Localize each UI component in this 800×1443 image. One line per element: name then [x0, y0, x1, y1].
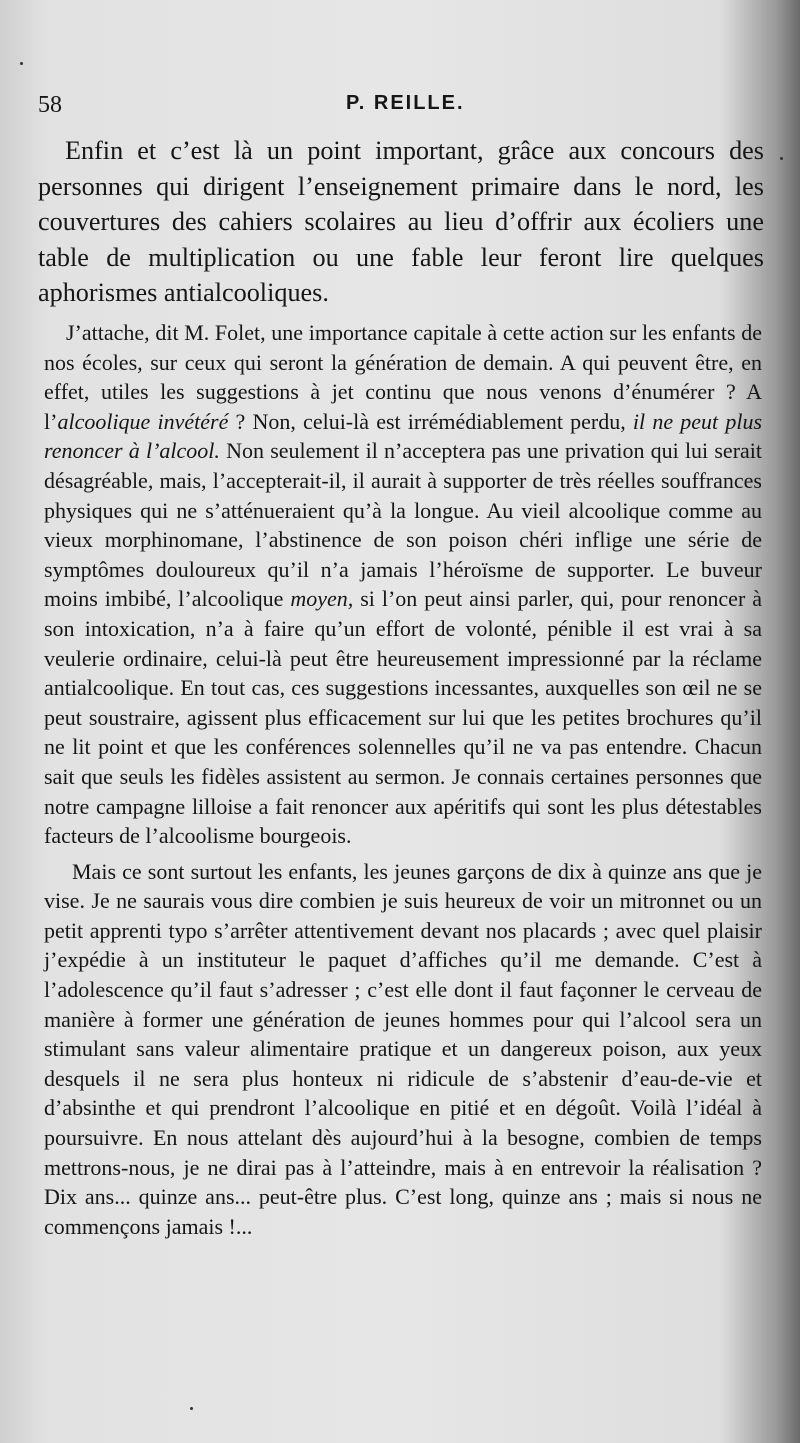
- running-head: P. REILLE.: [346, 92, 465, 114]
- quote-text: ? Non, celui-là est irrémédiablement perdu,: [228, 408, 633, 434]
- print-speck: [190, 1407, 193, 1410]
- quote-text: Non seulement il n’acceptera pas une privation qui lui serait désagréable, mais, l’accepterait-il, il aurait à supporter de très réelles souffrances physiques qui ne s’atténueraient qu’à la longue. Au vieil alcoolique comme au vieux morphinomane, l’abstinence de son poison chéri inflige une série de symptômes douloureux qu’il n’a jamais l’héroïsme de supporter. Le buveur moins imbibé, l’alcoolique: [44, 438, 763, 612]
- quote-paragraph-2: Mais ce sont surtout les enfants, les jeunes garçons de dix à quinze ans que je vise. Je ne saurais vous dire combien je suis heureux de voir un mitronnet ou un petit apprenti typo s’arrêter attentivement devant nos placards ; avec quel plaisir j’expédie à un instituteur le paquet d’affiches qu’il me demande. C’est à l’adolescence qu’il faut s’adresser ; c’est elle dont il faut façonner le cerveau de manière à former une génération de jeunes hommes pour qui l’alcool sera un stimulant sans valeur alimentaire pratique et un dangereux poison, aux yeux desquels il ne sera plus honteux ni ridicule de s’abstenir d’eau-de-vie et d’absinthe et qui prendront l’alcoolique en pitié et en dégoût. Voilà l’idéal à poursuivre. En nous attelant dès aujourd’hui à la besogne, combien de temps mettrons-nous, je ne dirai pas à l’atteindre, mais à en entrevoir la réalisation ? Dix ans... quinze ans... peut-être plus. C’est long, quinze ans ; mais si nous ne commençons jamais !...: [44, 858, 762, 1239]
- print-speck: [780, 157, 783, 160]
- quote-italic: moyen,: [290, 586, 354, 612]
- page-header: [38, 92, 760, 126]
- quoted-text: [44, 318, 762, 1241]
- quote-italic: il ne peut plus renoncer à l’alcool.: [44, 408, 763, 464]
- lead-paragraph-text: Enfin et c’est là un point important, grâce aux concours des personnes qui dirigent l’enseignement primaire dans le nord, les couvertures des cahiers scolaires au lieu d’offrir aux écoliers une table de multiplication ou une fable leur feront lire quelques aphorismes antialcooliques.: [38, 136, 764, 307]
- quote-paragraph-1: [44, 318, 762, 851]
- lead-paragraph: [38, 133, 764, 311]
- quote-italic: alcoolique invétéré: [57, 408, 229, 434]
- page-number: 58: [38, 92, 62, 118]
- print-speck: [20, 62, 23, 65]
- quote-text: J’attache, dit M. Folet, une importance capitale à cette action sur les enfants de nos écoles, sur ceux qui seront la génération de demain. A qui peuvent être, en effet, utiles les suggestions à jet continu que nous venons d’énumérer ? A l’: [44, 320, 762, 434]
- quote-text: si l’on peut ainsi parler, qui, pour renoncer à son intoxication, n’a à faire qu’un effort de volonté, pénible il est vrai à sa veulerie ordinaire, celui-là peut être heureusement impressionné par la réclame antialcoolique. En tout cas, ces suggestions incessantes, auxquelles son œil ne se peut soustraire, agissent plus efficacement sur lui que les petites brochures qu’il ne lit point et que les conférences solennelles qu’il ne va pas entendre. Chacun sait que seuls les fidèles assistent au sermon. Je connais certaines personnes que notre campagne lilloise a fait renoncer aux apéritifs qui sont les plus détestables facteurs de l’alcoolisme bourgeois.: [44, 586, 762, 849]
